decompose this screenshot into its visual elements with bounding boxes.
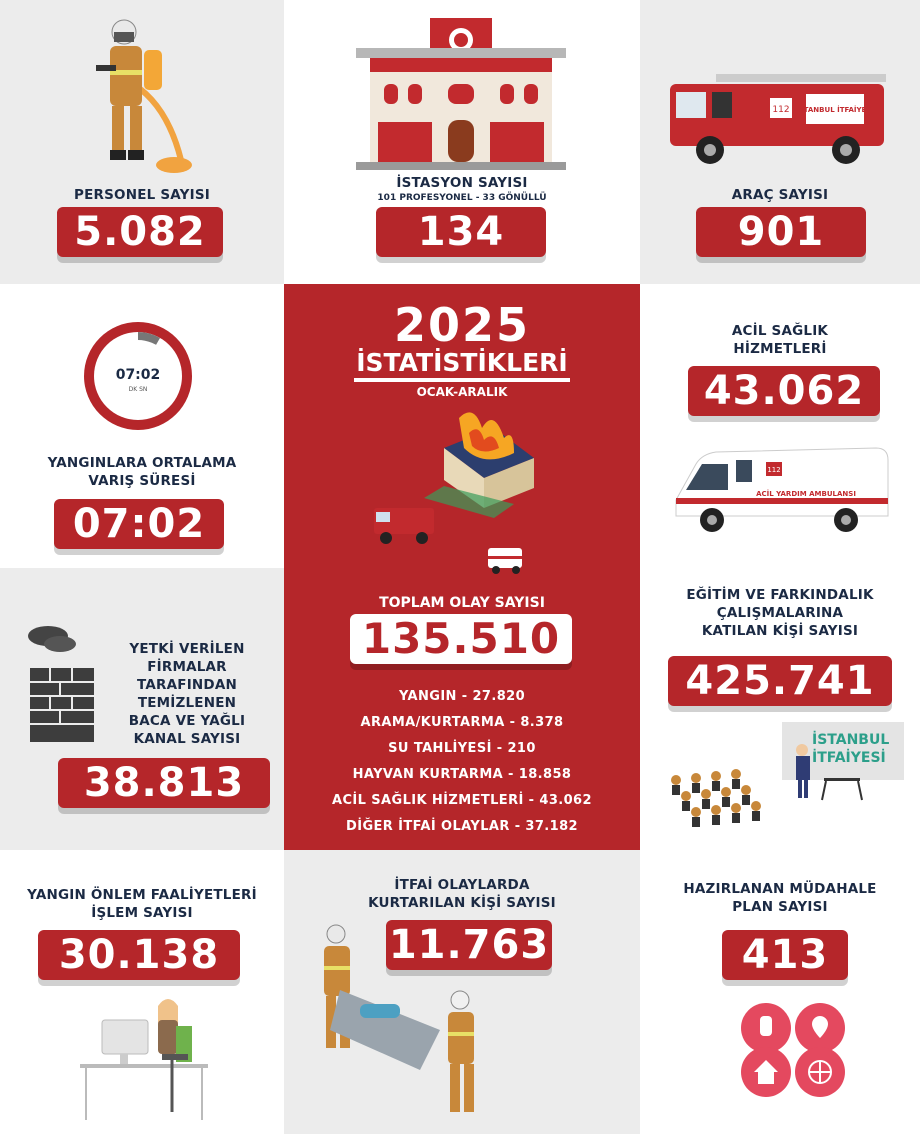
onlem-cell bbox=[0, 850, 284, 1134]
incident-item: HAYVAN KURTARMA - 18.858 bbox=[352, 767, 572, 782]
clock-time: 07:02 bbox=[115, 367, 161, 383]
varis-cell bbox=[0, 284, 284, 568]
baca-cell bbox=[0, 568, 284, 850]
istasyon-sublabel: 101 PROFESYONEL - 33 GÖNÜLLÜ bbox=[377, 193, 547, 203]
incident-item: ACİL SAĞLIK HİZMETLERİ - 43.062 bbox=[332, 793, 592, 808]
personel-label: PERSONEL SAYISI bbox=[74, 187, 210, 203]
arac-cell bbox=[640, 0, 920, 284]
baca-label-3: TARAFINDAN bbox=[137, 677, 237, 693]
total-label: TOPLAM OLAY SAYISI bbox=[379, 595, 545, 611]
mudahale-value: 413 bbox=[722, 930, 848, 980]
baca-label-2: FİRMALAR bbox=[147, 659, 227, 675]
ambulance-text: ACİL YARDIM AMBULANSI bbox=[756, 490, 856, 498]
rescue-icon bbox=[300, 920, 500, 1130]
office-worker-icon bbox=[76, 996, 216, 1126]
center-title: İSTATİSTİKLERİ bbox=[356, 348, 568, 377]
incident-item: ARAMA/KURTARMA - 8.378 bbox=[360, 715, 564, 730]
audience-icon bbox=[656, 730, 896, 840]
mudahale-cell bbox=[640, 850, 920, 1134]
title-underline bbox=[354, 378, 570, 382]
fire-truck-icon bbox=[666, 68, 896, 168]
board-line-2: İTFAİYESİ bbox=[812, 750, 886, 766]
egitim-label-3: KATILAN KİŞİ SAYISI bbox=[701, 623, 859, 639]
ambulance-badge: 112 bbox=[767, 466, 781, 474]
egitim-value: 425.741 bbox=[668, 656, 892, 706]
onlem-value: 30.138 bbox=[38, 930, 240, 980]
center-period: OCAK-ARALIK bbox=[416, 385, 508, 399]
burning-house-icon bbox=[364, 408, 564, 588]
baca-value: 38.813 bbox=[58, 758, 270, 808]
varis-label-2: VARIŞ SÜRESİ bbox=[88, 473, 196, 489]
egitim-label-2: ÇALIŞMALARINA bbox=[716, 605, 844, 621]
fire-station-icon bbox=[356, 12, 566, 172]
egitim-label-1: EĞİTİM VE FARKINDALIK bbox=[686, 587, 874, 603]
baca-label-4: TEMİZLENEN bbox=[137, 695, 237, 711]
baca-label-1: YETKİ VERİLEN bbox=[129, 641, 245, 657]
clock-unit: DK SN bbox=[128, 386, 148, 393]
acil-value: 43.062 bbox=[688, 366, 880, 416]
center-stats bbox=[284, 284, 640, 850]
firefighter-icon bbox=[86, 10, 206, 180]
incident-item: DİĞER İTFAİ OLAYLAR - 37.182 bbox=[346, 819, 578, 834]
acil-label-1: ACİL SAĞLIK bbox=[731, 323, 829, 339]
kurtarilan-value: 11.763 bbox=[386, 920, 552, 970]
total-value: 135.510 bbox=[350, 614, 572, 664]
mudahale-label-2: PLAN SAYISI bbox=[732, 899, 828, 915]
personel-value: 5.082 bbox=[57, 207, 223, 257]
chimney-icon bbox=[20, 624, 100, 744]
kurtarilan-cell bbox=[284, 850, 640, 1134]
istasyon-label: İSTASYON SAYISI bbox=[396, 175, 528, 191]
onlem-label-1: YANGIN ÖNLEM FAALİYETLERİ bbox=[27, 887, 257, 903]
kurtarilan-label-2: KURTARILAN KİŞİ SAYISI bbox=[368, 895, 556, 911]
truck-text: İSTANBUL İTFAİYESİ bbox=[796, 106, 874, 114]
baca-label-6: KANAL SAYISI bbox=[133, 731, 241, 747]
plan-icons-cluster bbox=[738, 1000, 848, 1100]
istasyon-value: 134 bbox=[376, 207, 546, 257]
ambulance-icon bbox=[666, 440, 896, 540]
incident-item: SU TAHLİYESİ - 210 bbox=[388, 741, 536, 756]
arac-label: ARAÇ SAYISI bbox=[731, 187, 829, 203]
varis-label-1: YANGINLARA ORTALAMA bbox=[47, 455, 237, 471]
acil-cell bbox=[640, 284, 920, 568]
kurtarilan-label-1: İTFAİ OLAYLARDA bbox=[394, 877, 530, 893]
acil-label-2: HİZMETLERİ bbox=[733, 341, 827, 357]
incident-item: YANGIN - 27.820 bbox=[398, 689, 526, 704]
egitim-cell bbox=[640, 568, 920, 850]
onlem-label-2: İŞLEM SAYISI bbox=[91, 905, 193, 921]
arac-value: 901 bbox=[696, 207, 866, 257]
istasyon-cell bbox=[284, 0, 640, 284]
baca-label-5: BACA VE YAĞLI bbox=[128, 713, 246, 729]
personel-cell bbox=[0, 0, 284, 284]
varis-value: 07:02 bbox=[54, 499, 224, 549]
center-year: 2025 bbox=[393, 298, 531, 352]
incident-list bbox=[284, 684, 640, 840]
mudahale-label-1: HAZIRLANAN MÜDAHALE bbox=[683, 881, 877, 897]
board-line-1: İSTANBUL bbox=[812, 732, 890, 748]
truck-badge: 112 bbox=[772, 105, 790, 115]
